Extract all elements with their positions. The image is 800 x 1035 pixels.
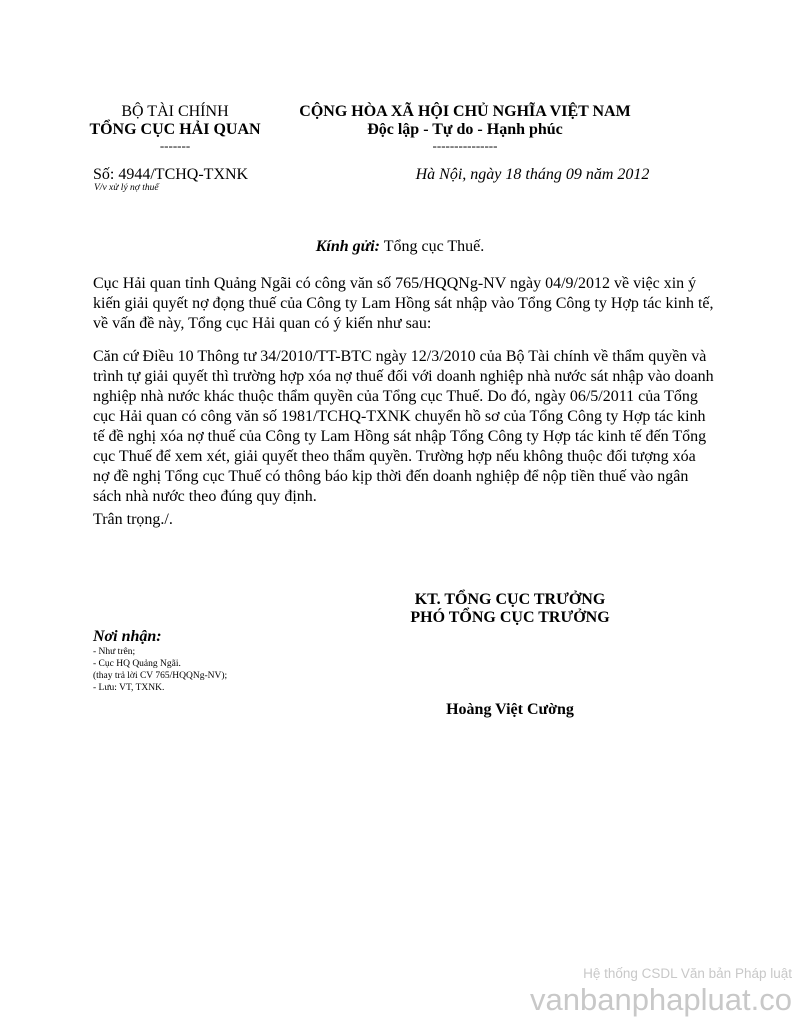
issuer-block [85, 103, 265, 153]
header-left-separator: ------- [159, 138, 191, 153]
nation-title: CỘNG HÒA XÃ HỘI CHỦ NGHĨA VIỆT NAM [299, 103, 631, 120]
recipient-item: (thay trả lời CV 765/HQQNg-NV); [93, 671, 228, 681]
header-right-separator: --------------- [432, 138, 498, 153]
recipient-label: Kính gửi: [315, 238, 380, 255]
recipients-title: Nơi nhận: [93, 628, 162, 645]
document-subject: V/v xử lý nợ thuế [94, 183, 159, 193]
recipient-name: Tổng cục Thuế. [383, 238, 485, 255]
watermark-site: vanbanphapluat.co [529, 982, 792, 1017]
department-name: TỔNG CỤC HẢI QUAN [89, 121, 261, 138]
paragraph-line: cục Hải quan có công văn số 1981/TCHQ-TXNK chuyển hồ sơ của Tổng Công ty Hợp tác kinh [93, 408, 706, 425]
paragraph-2 [93, 347, 733, 507]
paragraph-line: Căn cứ Điều 10 Thông tư 34/2010/TT-BTC ngày 12/3/2010 của Bộ Tài chính về thẩm quyền và [93, 348, 707, 365]
paragraph-line: cục Thuế để xem xét, giải quyết theo thẩm quyền. Trường hợp nếu không thuộc đối tượng xóa [93, 448, 696, 465]
paragraph-line: Cục Hải quan tỉnh Quảng Ngãi có công văn số 765/HQQNg-NV ngày 04/9/2012 về việc xin ý [93, 275, 697, 292]
recipients-list [93, 646, 227, 694]
place-date: Hà Nội, ngày 18 tháng 09 năm 2012 [415, 166, 650, 183]
national-motto: Độc lập - Tự do - Hạnh phúc [367, 121, 563, 138]
signature-line-2: PHÓ TỔNG CỤC TRƯỞNG [410, 609, 610, 626]
paragraph-line: sách nhà nước theo đúng quy định. [93, 488, 317, 505]
closing-text: Trân trọng./. [93, 511, 173, 528]
recipient-item: - Lưu: VT, TXNK. [93, 683, 165, 693]
paragraph-line: trình tự giải quyết thì trường hợp xóa nợ thuế đối với doanh nghiệp nhà nước sát nhập vào doanh [93, 368, 714, 385]
signer-name: Hoàng Việt Cường [446, 701, 574, 718]
paragraph-line: tế đề nghị xóa nợ thuế của Công ty Lam Hồng sát nhập Tổng Công ty Hợp tác kinh tế đến Tổng [93, 428, 707, 445]
signature-title [390, 591, 630, 627]
paragraph-line: về vấn đề này, Tổng cục Hải quan có ý kiến như sau: [93, 315, 432, 332]
signature-line-1: KT. TỔNG CỤC TRƯỞNG [414, 591, 606, 608]
ministry-name: BỘ TÀI CHÍNH [121, 103, 229, 120]
recipient-item: - Như trên; [93, 647, 136, 657]
watermark-caption: Hệ thống CSDL Văn bản Pháp luật [583, 966, 792, 981]
recipient-line [0, 238, 800, 256]
document-number: Số: 4944/TCHQ-TXNK [93, 166, 249, 183]
paragraph-line: kiến giải quyết nợ đọng thuế của Công ty Lam Hồng sát nhập vào Tổng Công ty Hợp tác kinh tế, [93, 295, 714, 312]
paragraph-line: nợ đề nghị Tổng cục Thuế có thông báo kịp thời đến doanh nghiệp để nộp tiền thuế vào ngân [93, 468, 689, 485]
paragraph-line: nghiệp nhà nước khác thuộc thẩm quyền của Tổng cục Thuế. Do đó, ngày 06/5/2011 của Tổng [93, 388, 698, 405]
nation-block [285, 103, 645, 153]
paragraph-1 [93, 274, 733, 334]
recipient-item: - Cục HQ Quảng Ngãi. [93, 659, 181, 669]
